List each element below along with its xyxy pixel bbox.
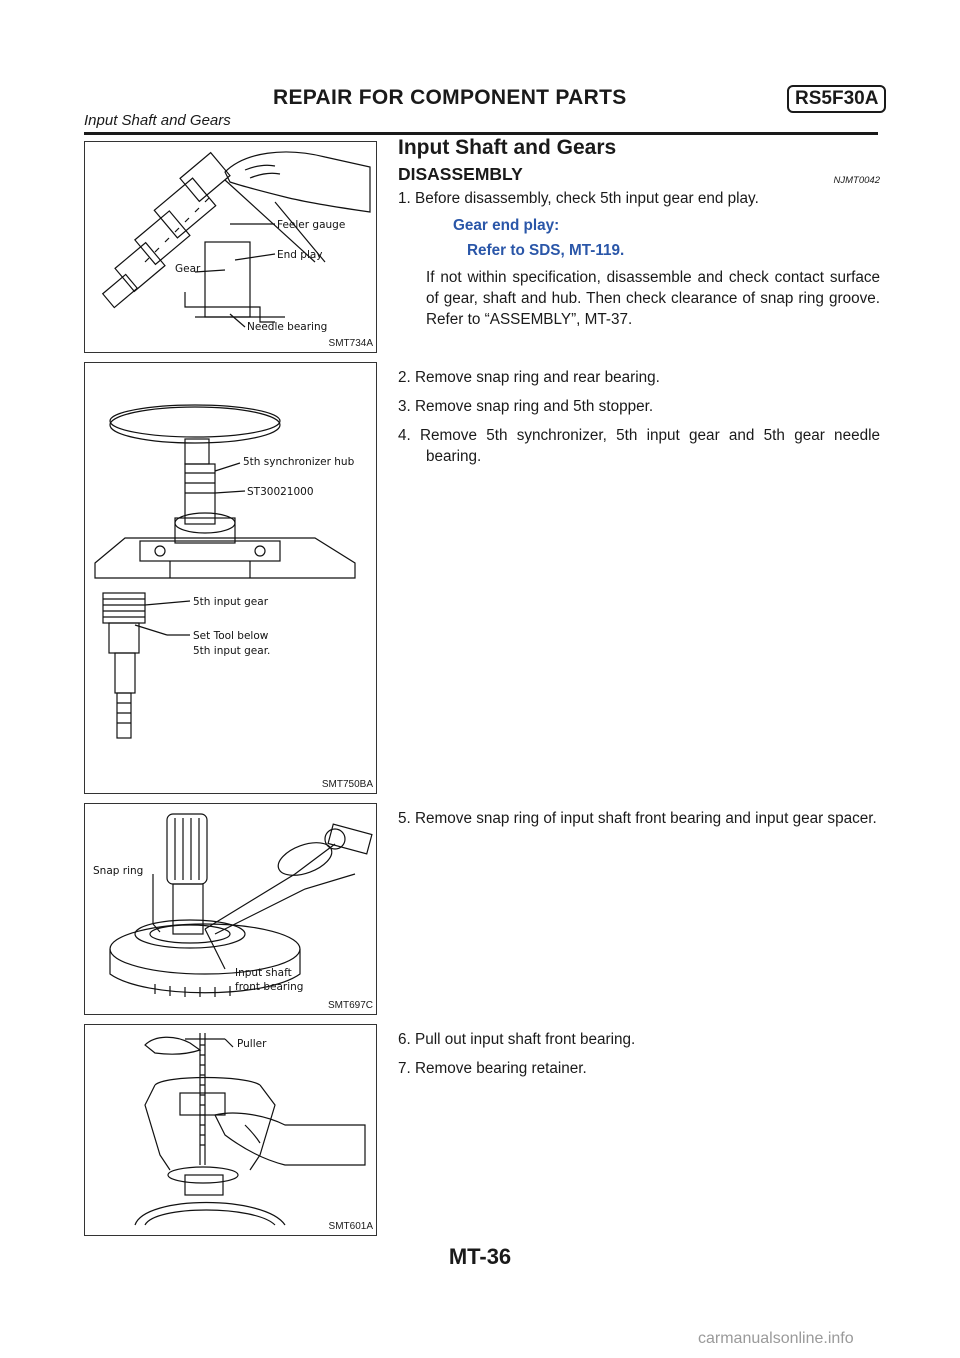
step-4: 4. Remove 5th synchronizer, 5th input gear and 5th gear needle bearing. [398,427,880,465]
subsection-title: DISASSEMBLY [398,164,523,184]
step-2: 2. Remove snap ring and rear bearing. [398,369,660,386]
step-3: 3. Remove snap ring and 5th stopper. [398,398,654,415]
spec-value-link[interactable]: Refer to SDS, MT-119. [467,242,625,259]
text-block-4 [398,1029,880,1087]
label-input-shaft: Input shaft [235,967,292,979]
step-1: 1. Before disassembly, check 5th input gear end play. [398,190,759,207]
section-title: Input Shaft and Gears [398,136,617,159]
header-title: REPAIR FOR COMPONENT PARTS [273,86,627,109]
page-number: MT-36 [448,1244,512,1269]
text-block-1 [398,137,880,330]
header-subtitle: Input Shaft and Gears [84,112,231,129]
label-set-tool-1: Set Tool below [193,630,269,642]
text-block-3 [398,808,880,837]
figure-code: SMT734A [328,338,373,349]
figure-snap-ring [84,803,377,1015]
watermark: carmanualsonline.info [698,1330,854,1347]
label-puller: Puller [237,1038,267,1050]
label-front-bearing: front bearing [235,981,304,993]
figure-synchronizer-removal [84,362,377,794]
label-end-play: End play [277,249,323,261]
label-synchronizer-hub: 5th synchronizer hub [243,456,355,468]
subsection-header [398,164,880,186]
text-block-2 [398,367,880,475]
label-needle-bearing: Needle bearing [247,321,328,333]
step-6: 6. Pull out input shaft front bearing. [398,1031,636,1048]
reference-code: NJMT0042 [833,175,880,186]
label-set-tool-2: 5th input gear. [193,645,271,657]
label-5th-input-gear: 5th input gear [193,596,269,608]
step-5: 5. Remove snap ring of input shaft front bearing and input gear spacer. [398,810,877,827]
figure-puller [84,1024,377,1236]
step-1-note: If not within specification, disassemble and check contact surface of gear, shaft and hub. Then check clearance of snap ring groove. Refer to “ASSEMBLY”, MT-37. [426,269,880,328]
model-badge: RS5F30A [787,85,886,113]
label-gear: Gear [175,263,201,275]
synchronizer-press-illustration [85,363,376,793]
feeler-gauge-illustration [85,142,376,352]
step-7: 7. Remove bearing retainer. [398,1060,587,1077]
snap-ring-pliers-illustration [85,804,376,1014]
spec-label: Gear end play: [453,217,560,234]
figure-feeler-gauge [84,141,377,353]
bearing-puller-illustration [85,1025,376,1235]
header-rule [84,132,878,135]
label-feeler-gauge: Feeler gauge [277,219,346,231]
figure-code: SMT750BA [321,779,373,790]
figure-code: SMT697C [327,1000,373,1011]
label-snap-ring: Snap ring [93,865,144,877]
label-tool-number: ST30021000 [247,486,314,498]
figure-code: SMT601A [328,1221,373,1232]
